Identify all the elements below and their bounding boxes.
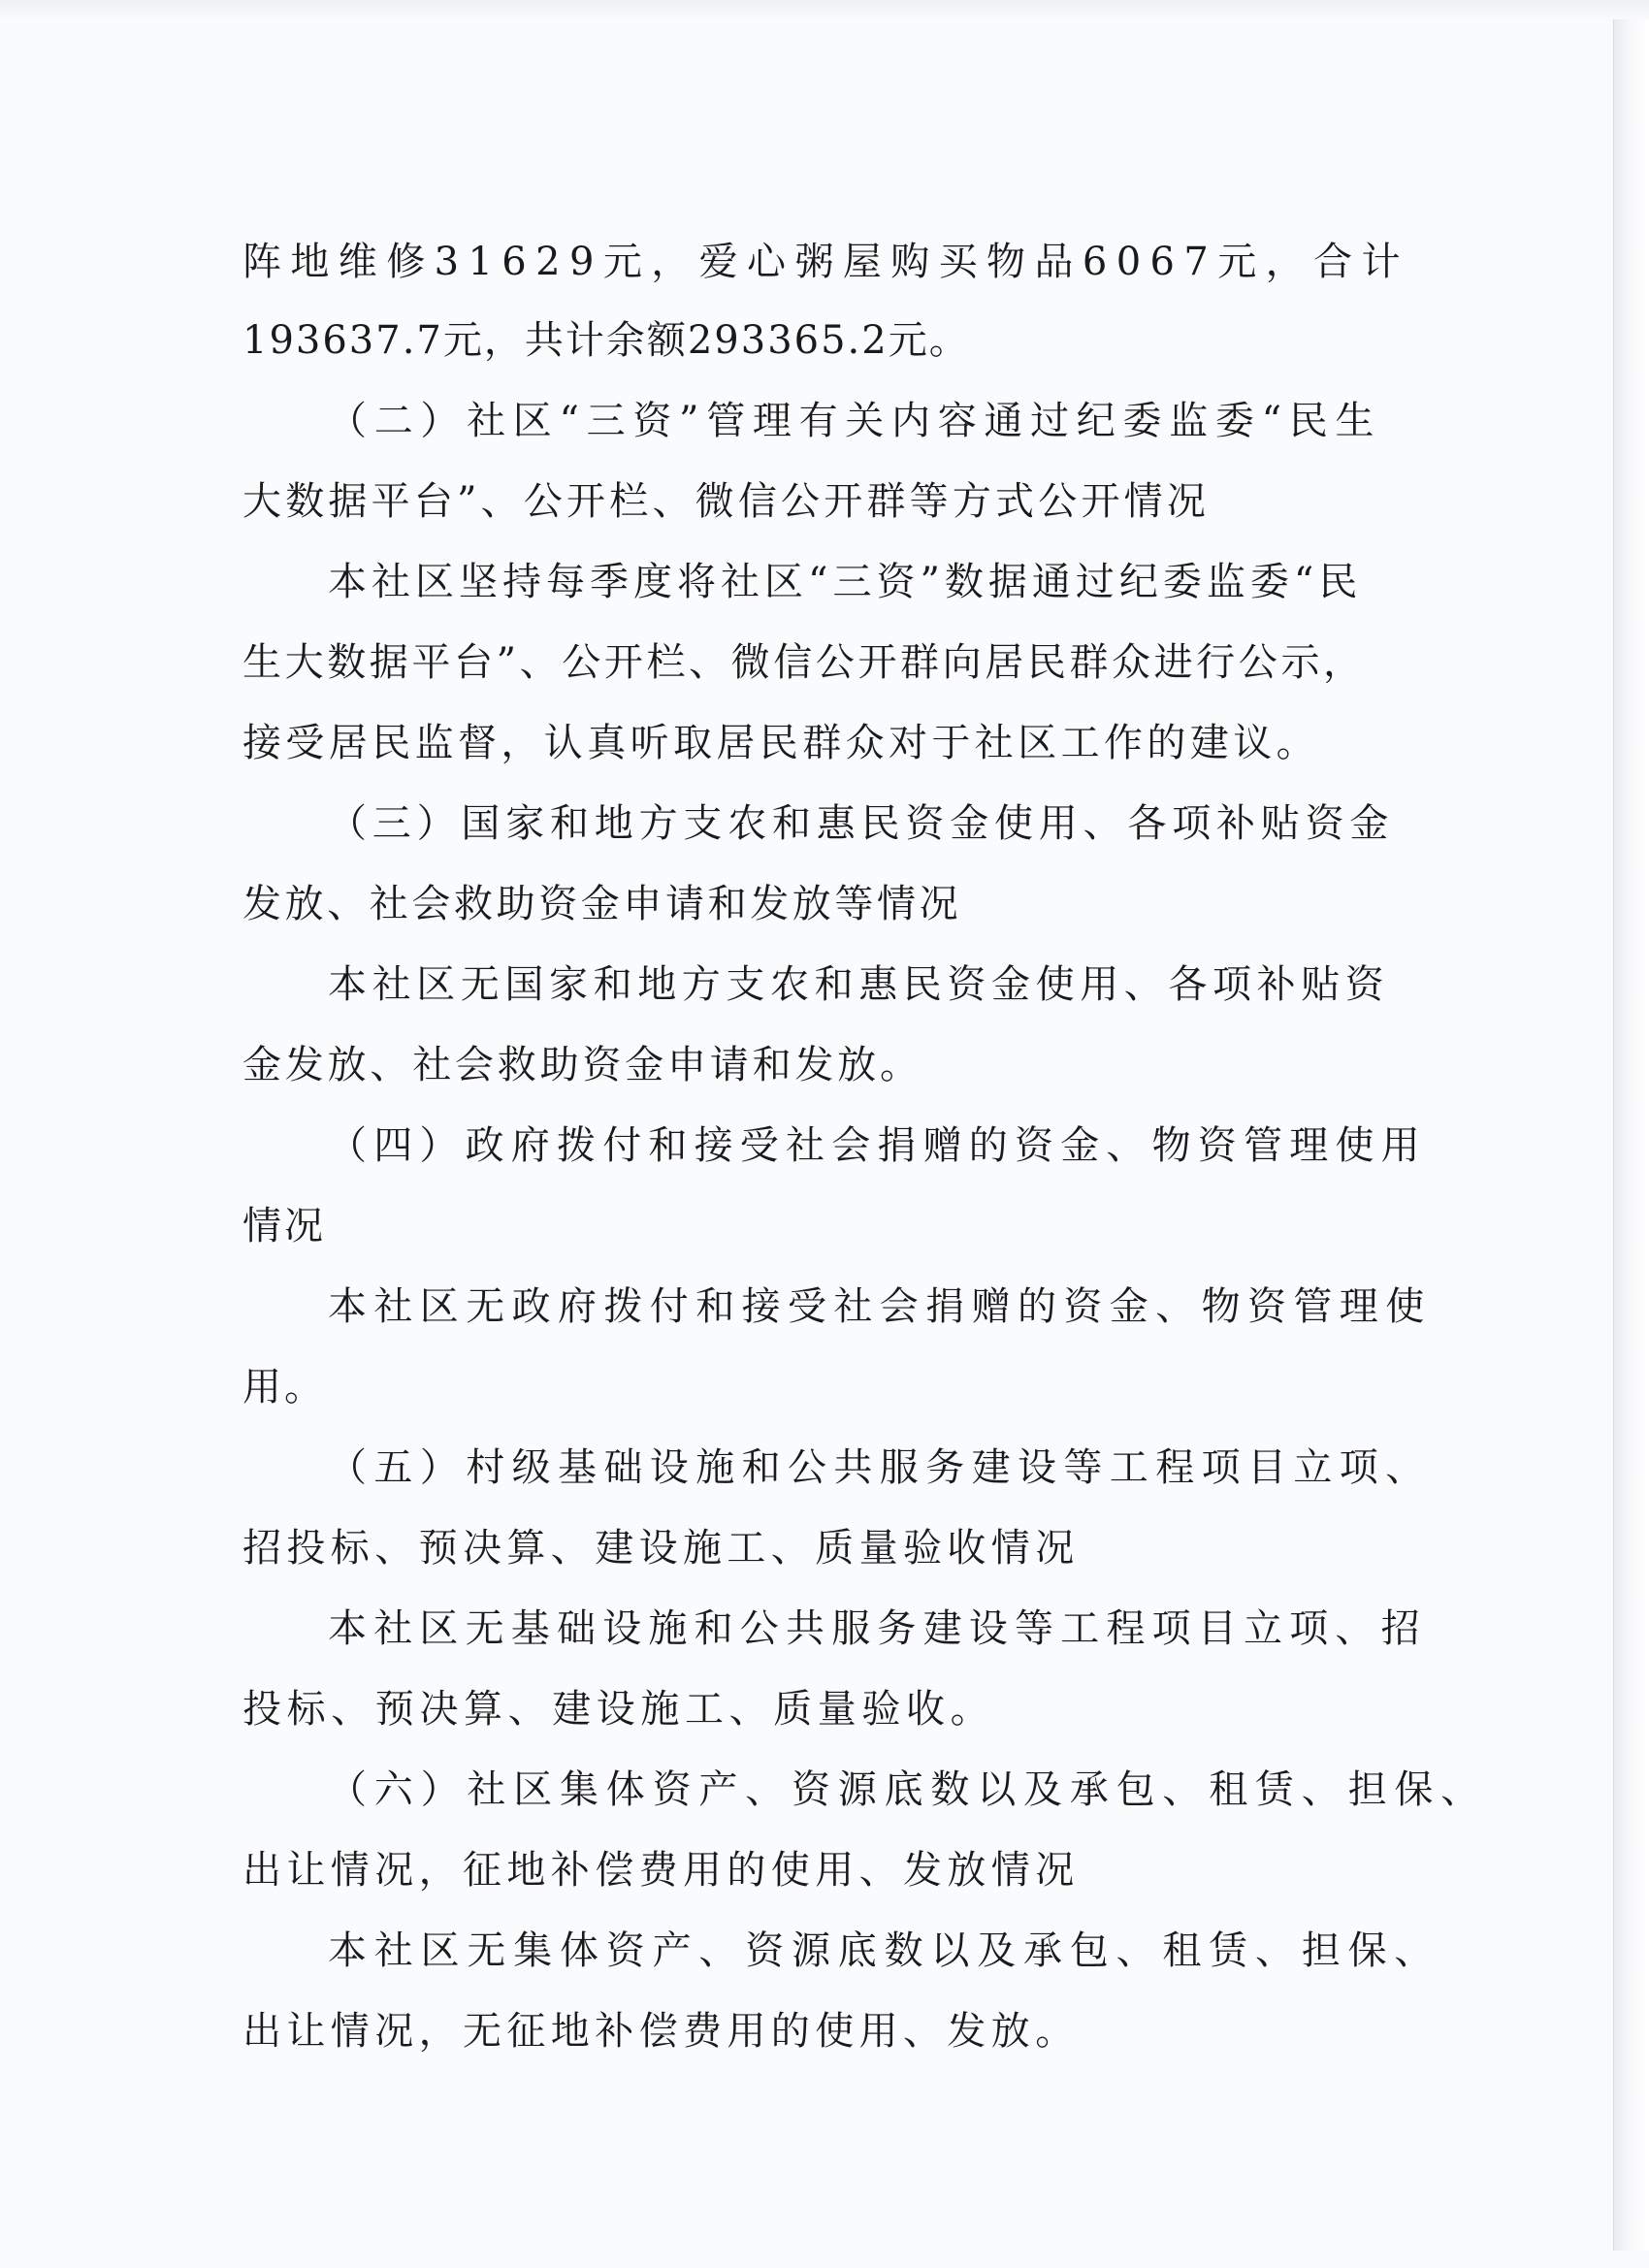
text-line: 阵地维修31629元，爱心粥屋购买物品6067元，合计 <box>242 240 1409 284</box>
paragraph-line: 接受居民监督，认真听取居民群众对于社区工作的建议。 <box>242 721 1319 765</box>
section-heading-3-cont: 发放、社会救助资金申请和发放等情况 <box>242 882 962 926</box>
paragraph-line: 出让情况，无征地补偿费用的使用、发放。 <box>242 2009 1080 2054</box>
section-heading-6-cont: 出让情况，征地补偿费用的使用、发放情况 <box>242 1848 1080 1893</box>
scan-right-edge <box>1613 19 1649 2251</box>
section-heading-2-cont: 大数据平台”、公开栏、微信公开群等方式公开情况 <box>242 479 1211 524</box>
paragraph-line: 本社区无集体资产、资源底数以及承包、租赁、担保、 <box>328 1928 1441 1973</box>
paragraph-line: 本社区无政府拨付和接受社会捐赠的资金、物资管理使 <box>328 1284 1432 1329</box>
paragraph-line: 本社区坚持每季度将社区“三资”数据通过纪委监委“民 <box>328 560 1363 604</box>
section-heading-6: （六）社区集体资产、资源底数以及承包、租赁、担保、 <box>328 1767 1487 1812</box>
paragraph-line: 本社区无基础设施和公共服务建设等工程项目立项、招 <box>328 1606 1427 1651</box>
paragraph-line: 本社区无国家和地方支农和惠民资金使用、各项补贴资 <box>328 962 1390 1007</box>
section-heading-2: （二）社区“三资”管理有关内容通过纪委监委“民生 <box>328 399 1382 443</box>
text-line: 193637.7元，共计余额293365.2元。 <box>242 318 970 363</box>
scan-top-edge <box>0 0 1649 21</box>
paragraph-line: 投标、预决算、建设施工、质量验收。 <box>242 1687 995 1732</box>
paragraph-line: 用。 <box>242 1365 326 1409</box>
section-heading-4: （四）政府拨付和接受社会捐赠的资金、物资管理使用 <box>328 1123 1427 1168</box>
section-heading-5-cont: 招投标、预决算、建设施工、质量验收情况 <box>242 1526 1080 1571</box>
section-heading-3: （三）国家和地方支农和惠民资金使用、各项补贴资金 <box>328 801 1395 846</box>
paragraph-line: 生大数据平台”、公开栏、微信公开群向居民群众进行公示， <box>242 640 1366 685</box>
section-heading-5: （五）村级基础设施和公共服务建设等工程项目立项、 <box>328 1445 1432 1490</box>
paragraph-line: 金发放、社会救助资金申请和发放。 <box>242 1043 922 1087</box>
section-heading-4-cont: 情况 <box>242 1204 326 1248</box>
